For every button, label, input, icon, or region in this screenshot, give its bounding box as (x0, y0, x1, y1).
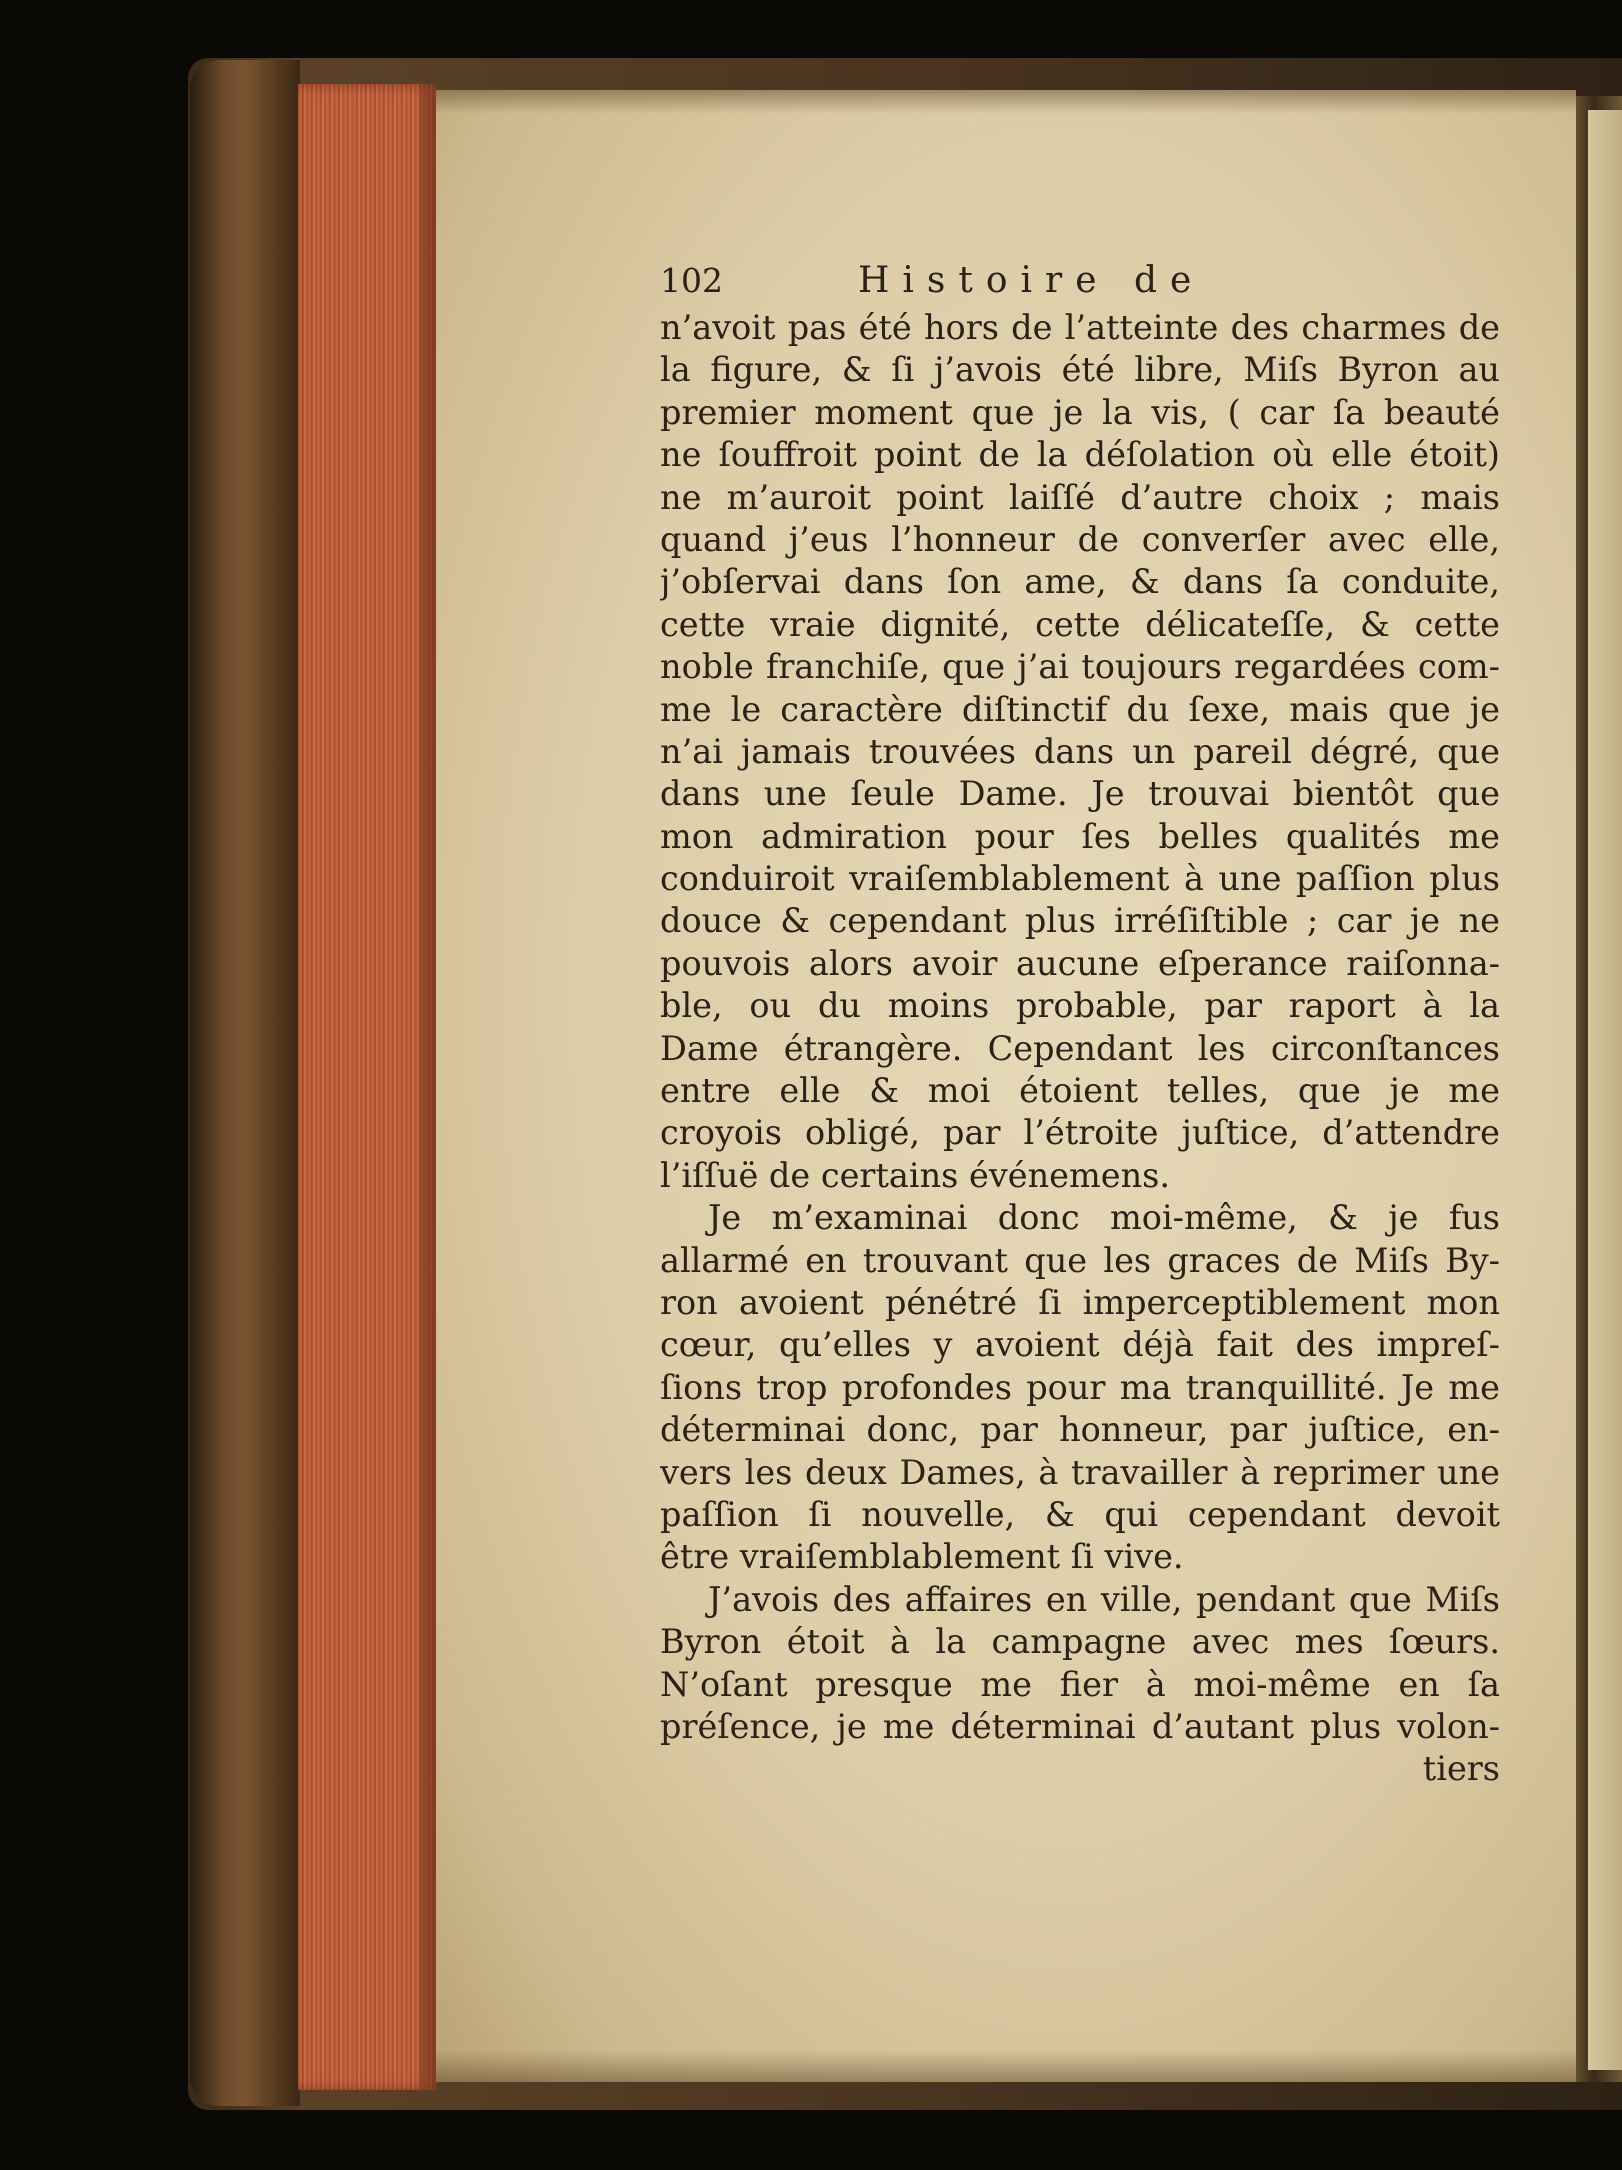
text-line: vers les deux Dames, à travailler à reprimer une (660, 1452, 1500, 1492)
text-line: J’avois des affaires en ville, pendant que Miſs (708, 1579, 1500, 1619)
text-line: paſſion ſi nouvelle, & qui cependant devoit (660, 1494, 1500, 1534)
text-line: allarmé en trouvant que les graces de Miſs By- (660, 1240, 1500, 1280)
text-line: ne ſouffroit point de la déſolation où elle étoit) (660, 435, 1500, 475)
facing-page-sliver (1588, 110, 1622, 2070)
catchword: tiers (1422, 1749, 1500, 1789)
cover-edge (190, 60, 300, 2106)
red-page-edges (298, 84, 436, 2090)
text-line: dans une ſeule Dame. Je trouvai bientôt que (660, 774, 1500, 814)
text-line: noble franchiſe, que j’ai toujours regardées com- (660, 647, 1500, 687)
text-line: N’oſant presque me fier à moi-même en ſa (660, 1664, 1500, 1704)
catchword-row (660, 1748, 1500, 1790)
text-line: cette vraie dignité, cette délicateſſe, & cette (660, 604, 1500, 644)
text-line: la figure, & ſi j’avois été libre, Miſs Byron au (660, 350, 1500, 390)
text-line: premier moment que je la vis, ( car ſa beauté (660, 392, 1500, 432)
text-line: ron avoient pénétré ſi imperceptiblement mon (660, 1282, 1500, 1322)
text-line: j’obſervai dans ſon ame, & dans ſa conduite, (660, 562, 1500, 602)
text-line: ne m’auroit point laiſſé d’autre choix ; mais (660, 477, 1500, 517)
text-line: Je m’examinai donc moi-même, & je fus (708, 1198, 1500, 1238)
text-line: cœur, qu’elles y avoient déjà fait des impreſ- (660, 1325, 1500, 1365)
running-head (660, 255, 1500, 307)
text-line: mon admiration pour ſes belles qualités me (660, 816, 1500, 856)
text-line: conduiroit vraiſemblablement à une paſſion plus (660, 859, 1500, 899)
text-line: entre elle & moi étoient telles, que je me (660, 1071, 1500, 1111)
text-line: Byron étoit à la campagne avec mes ſœurs. (660, 1622, 1500, 1662)
text-line: quand j’eus l’honneur de converſer avec elle, (660, 519, 1500, 559)
text-line: ble, ou du moins probable, par raport à la (660, 986, 1500, 1026)
text-line: déterminai donc, par honneur, par juſtice, en- (660, 1410, 1500, 1450)
text-line: n’avoit pas été hors de l’atteinte des charmes de (660, 308, 1500, 347)
running-head-title: Histoire de (858, 260, 1205, 301)
page-text-block (660, 255, 1500, 1790)
text-line: n’ai jamais trouvées dans un pareil dégré, que (660, 731, 1500, 771)
body-text (660, 307, 1500, 1748)
text-line: préſence, je me déterminai d’autant plus volon- (660, 1706, 1500, 1746)
text-line: Dame étrangère. Cependant les circonſtances (660, 1028, 1500, 1068)
page-number: 102 (660, 261, 723, 300)
text-line: croyois obligé, par l’étroite juſtice, d’attendre (660, 1113, 1500, 1153)
page-bottom-shadow (436, 2050, 1576, 2082)
text-line: me le caractère diſtinctif du ſexe, mais que je (660, 689, 1500, 729)
page-top-shadow (436, 90, 1576, 114)
text-line: douce & cependant plus irréſiſtible ; car je ne (660, 901, 1500, 941)
text-line: l’iſſuë de certains événemens. (660, 1155, 1170, 1195)
text-line: pouvois alors avoir aucune eſperance raiſonna- (660, 943, 1500, 983)
text-line: ſions trop profondes pour ma tranquillité. Je me (660, 1367, 1500, 1407)
text-line: être vraiſemblablement ſi vive. (660, 1537, 1184, 1577)
